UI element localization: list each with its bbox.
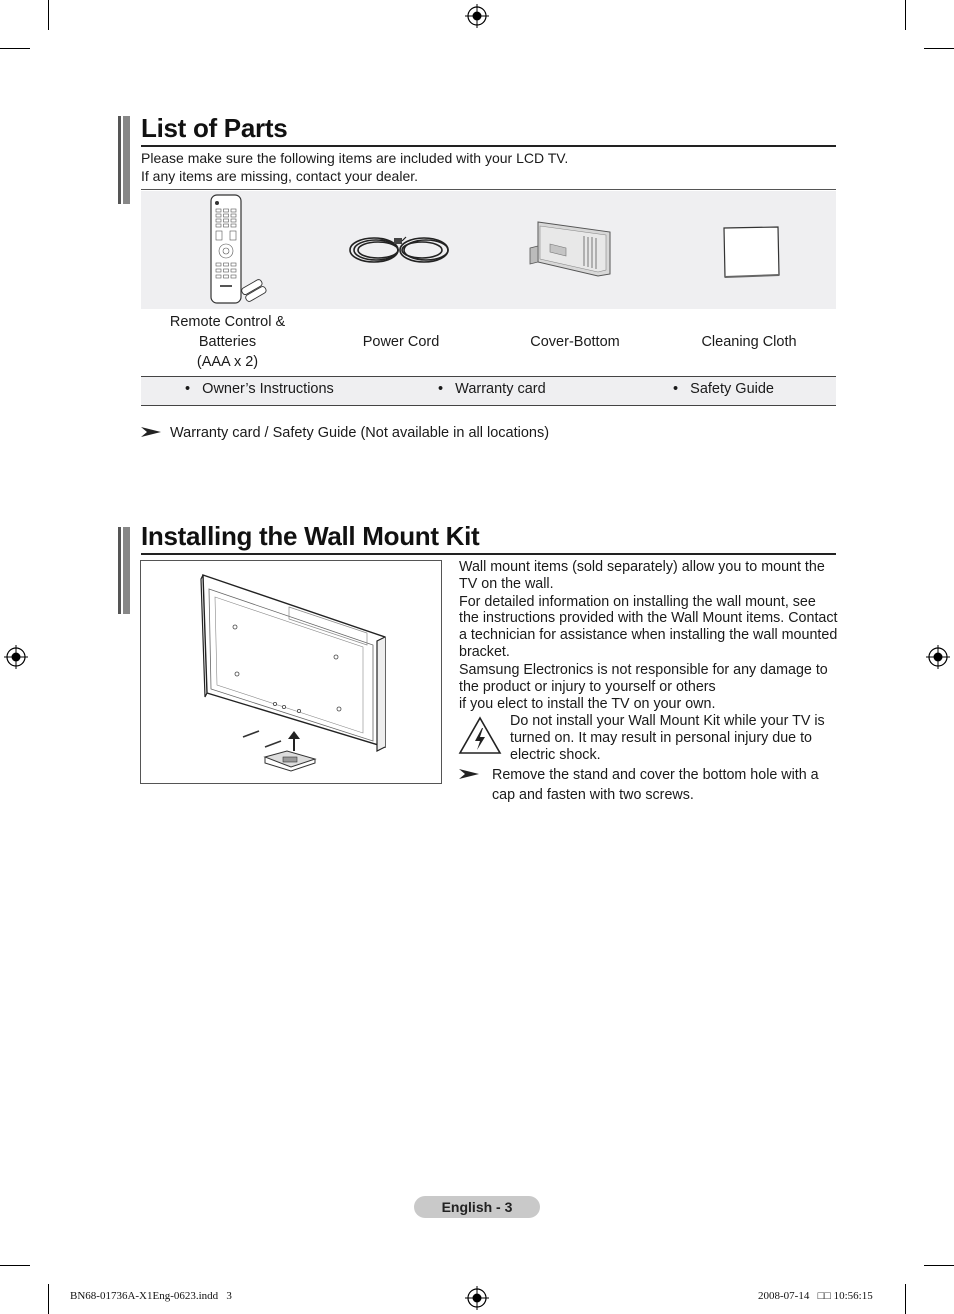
wall-mount-illustration (140, 560, 442, 784)
section-marker-bar (118, 116, 130, 204)
warning-text: Do not install your Wall Mount Kit while your TV is turned on. It may result in personal injury due to electric shock. (510, 713, 825, 763)
availability-note: Warranty card / Safety Guide (Not available in all locations) (170, 425, 550, 441)
intro-line-2: If any items are missing, contact your dealer. (141, 168, 419, 184)
power-cord-icon (348, 228, 454, 272)
bullet-text: Safety Guide (690, 381, 774, 397)
part-label-line: Remote Control & (169, 314, 286, 330)
part-label-cover-bottom (505, 332, 645, 352)
wall-mount-description (459, 559, 839, 713)
crop-mark (0, 1265, 30, 1266)
bullet-item: • Safety Guide (673, 381, 774, 397)
registration-mark-icon (465, 1286, 489, 1310)
part-label-line: Cover-Bottom (530, 334, 620, 350)
part-label-line: Batteries (198, 334, 257, 350)
part-label-remote (150, 312, 305, 372)
paragraph: Wall mount items (sold separately) allow you to mount the TV on the wall. (459, 559, 825, 592)
part-label-line: Cleaning Cloth (701, 334, 797, 350)
cover-bottom-icon (526, 218, 616, 280)
paragraph: For detailed information on installing the wall mount, see the instructions provided with the Wall Mount items. Contact a technician for assistance when installing the wall mounted bracket. (459, 593, 838, 660)
crop-mark (48, 0, 49, 30)
cleaning-cloth-icon (721, 225, 781, 279)
note-arrow-icon (141, 426, 161, 438)
section-marker-bar (118, 527, 130, 614)
crop-mark (924, 1265, 954, 1266)
section-title-list-of-parts: List of Parts (141, 113, 288, 143)
bullet-item: • Warranty card (438, 381, 546, 397)
remote-control-icon (205, 193, 267, 307)
part-label-power-cord (331, 332, 471, 352)
paragraph: Samsung Electronics is not responsible for any damage to the product or injury to yourself or others (459, 661, 828, 695)
title-underline (141, 553, 836, 555)
crop-mark (905, 1284, 906, 1314)
crop-mark (48, 1284, 49, 1314)
crop-mark (905, 0, 906, 30)
stand-removal-note: Remove the stand and cover the bottom hole with a cap and fasten with two screws. (492, 767, 819, 803)
intro-line-1: Please make sure the following items are included with your LCD TV. (141, 150, 569, 166)
crop-mark (924, 48, 954, 49)
part-label-line: Power Cord (362, 334, 440, 350)
bullet-text: Warranty card (455, 381, 546, 397)
title-underline (141, 145, 836, 147)
registration-mark-icon (926, 645, 950, 669)
page-number-badge: English - 3 (414, 1196, 540, 1218)
part-label-line: (AAA x 2) (196, 354, 259, 370)
note-arrow-icon (459, 768, 479, 780)
part-label-cleaning-cloth (679, 332, 819, 352)
crop-mark (0, 48, 30, 49)
registration-mark-icon (4, 645, 28, 669)
section-title-wall-mount: Installing the Wall Mount Kit (141, 521, 480, 551)
divider (141, 189, 836, 190)
footer-timestamp: 2008-07-14 □□ 10:56:15 (758, 1290, 873, 1302)
registration-mark-icon (465, 4, 489, 28)
tv-back-icon (141, 561, 441, 783)
electric-shock-warning-icon (458, 716, 502, 756)
paragraph: if you elect to install the TV on your own. (459, 696, 716, 713)
bullet-item: • Owner’s Instructions (185, 381, 334, 397)
footer-filename: BN68-01736A-X1Eng-0623.indd 3 (70, 1290, 232, 1302)
bullet-text: Owner’s Instructions (202, 381, 334, 397)
